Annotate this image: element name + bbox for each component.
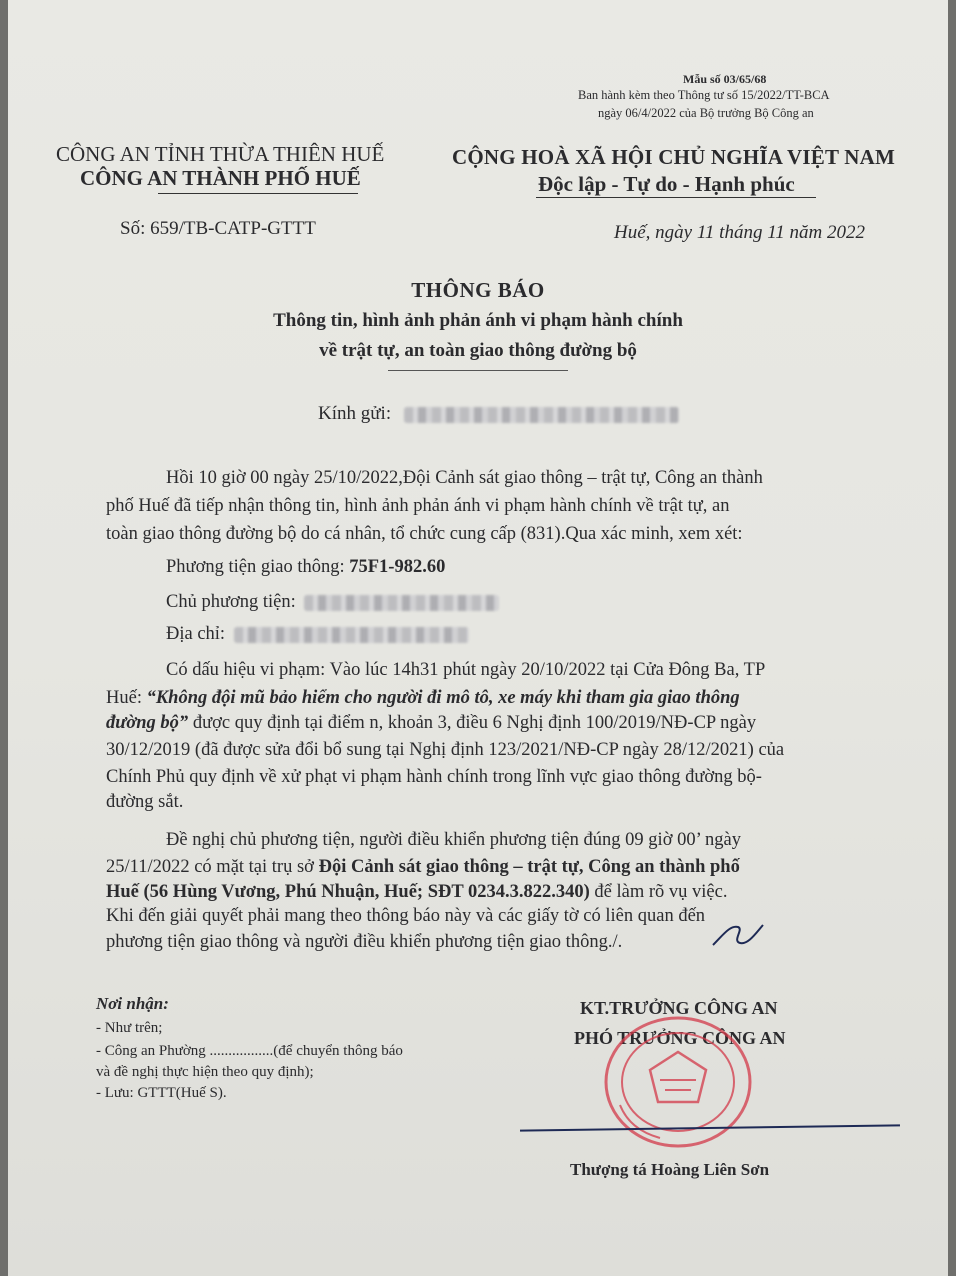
violation-line-2 — [106, 688, 740, 709]
address-row — [166, 624, 469, 645]
recipient-line — [318, 403, 679, 425]
request-office: Đội Cảnh sát giao thông – trật tự, Công an thành phố — [318, 857, 740, 877]
violation-line-5: Chính Phủ quy định về xử phạt vi phạm hành chính trong lĩnh vực giao thông đường bộ- — [106, 767, 762, 787]
request-line-1: Đề nghị chủ phương tiện, người điều khiển phương tiện đúng 09 giờ 00’ ngày — [166, 830, 741, 850]
form-issued-line: Ban hành kèm theo Thông tư số 15/2022/TT-BCA — [578, 88, 830, 102]
request-date: 25/11/2022 có mặt tại trụ sở — [106, 857, 319, 877]
violation-description-1: “Không đội mũ bảo hiểm cho người đi mô tô, xe máy khi tham gia giao thông — [146, 688, 740, 708]
recipient-item-3: và đề nghị thực hiện theo quy định); — [96, 1064, 314, 1080]
national-motto: Độc lập - Tự do - Hạnh phúc — [538, 172, 795, 196]
national-title: CỘNG HOÀ XÃ HỘI CHỦ NGHĨA VIỆT NAM — [452, 145, 895, 169]
form-issued-date: ngày 06/4/2022 của Bộ trưởng Bộ Công an — [598, 106, 814, 120]
motto-underline — [536, 197, 816, 198]
document-subtitle-1: Thông tin, hình ảnh phản ánh vi phạm hành chính — [273, 310, 683, 331]
redacted-recipient — [404, 407, 679, 423]
recipient-item-4: - Lưu: GTTT(Huế S). — [96, 1085, 227, 1101]
document-date: Huế, ngày 11 tháng 11 năm 2022 — [614, 222, 866, 243]
title-underline — [388, 370, 568, 371]
address-label: Địa chỉ: — [166, 624, 226, 644]
signer-name: Thượng tá Hoàng Liên Sơn — [570, 1160, 770, 1179]
signature-title-2: PHÓ TRƯỞNG CÔNG AN — [574, 1028, 786, 1048]
redacted-owner — [304, 595, 499, 611]
violation-description-2: đường bộ” — [106, 713, 189, 733]
request-line-4: Khi đến giải quyết phải mang theo thông báo này và các giấy tờ có liên quan đến — [106, 906, 706, 926]
intro-line-2: phố Huế đã tiếp nhận thông tin, hình ảnh phản ánh vi phạm hành chính về trật tự, an — [106, 496, 730, 516]
official-seal-icon — [590, 1010, 760, 1160]
intro-line-3: toàn giao thông đường bộ do cá nhân, tổ chức cung cấp (831).Qua xác minh, xem xét: — [106, 524, 743, 544]
request-line-5: phương tiện giao thông và người điều khiển phương tiện giao thông./. — [106, 932, 623, 952]
intro-line-1: Hồi 10 giờ 00 ngày 25/10/2022,Đội Cảnh sát giao thông – trật tự, Công an thành — [166, 468, 763, 488]
document-number: Số: 659/TB-CATP-GTTT — [120, 218, 316, 239]
recipient-label: Kính gửi: — [318, 403, 392, 424]
agency-name: CÔNG AN THÀNH PHỐ HUẾ — [80, 166, 361, 190]
form-code: Mẫu số 03/65/68 — [683, 72, 767, 86]
vehicle-label: Phương tiện giao thông: — [166, 557, 345, 577]
recipient-item-1: - Như trên; — [96, 1020, 163, 1036]
agency-underline — [158, 193, 358, 194]
recipients-heading: Nơi nhận: — [96, 994, 169, 1013]
agency-parent: CÔNG AN TỈNH THỪA THIÊN HUẾ — [56, 142, 385, 166]
violation-line-6: đường sắt. — [106, 792, 184, 812]
document-page — [8, 0, 948, 1276]
redacted-address — [234, 627, 469, 643]
document-subtitle-2: về trật tự, an toàn giao thông đường bộ — [319, 340, 637, 361]
request-purpose: để làm rõ vụ việc. — [589, 882, 728, 902]
request-address: Huế (56 Hùng Vương, Phú Nhuận, Huế; SĐT 0234.3.822.340) — [106, 882, 590, 902]
owner-row — [166, 592, 499, 613]
owner-label: Chủ phương tiện: — [166, 592, 296, 612]
ink-mark-icon — [708, 915, 768, 955]
violation-legal-basis: được quy định tại điểm n, khoản 3, điều 6 Nghị định 100/2019/NĐ-CP ngày — [188, 713, 757, 733]
violation-location-end: Huế: — [106, 688, 147, 708]
request-line-3 — [106, 882, 727, 903]
vehicle-plate: 75F1-982.60 — [349, 557, 446, 577]
violation-line-3 — [106, 713, 756, 734]
violation-line-1: Có dấu hiệu vi phạm: Vào lúc 14h31 phút ngày 20/10/2022 tại Cửa Đông Ba, TP — [166, 660, 766, 680]
recipient-item-2: - Công an Phường .................(để chuyển thông báo — [96, 1043, 403, 1059]
vehicle-row — [166, 557, 445, 578]
request-line-2 — [106, 857, 740, 878]
signature-title-1: KT.TRƯỞNG CÔNG AN — [580, 998, 778, 1018]
violation-line-4: 30/12/2019 (đã được sửa đổi bổ sung tại Nghị định 123/2021/NĐ-CP ngày 28/12/2021) của — [106, 740, 785, 760]
document-title: THÔNG BÁO — [411, 278, 545, 302]
